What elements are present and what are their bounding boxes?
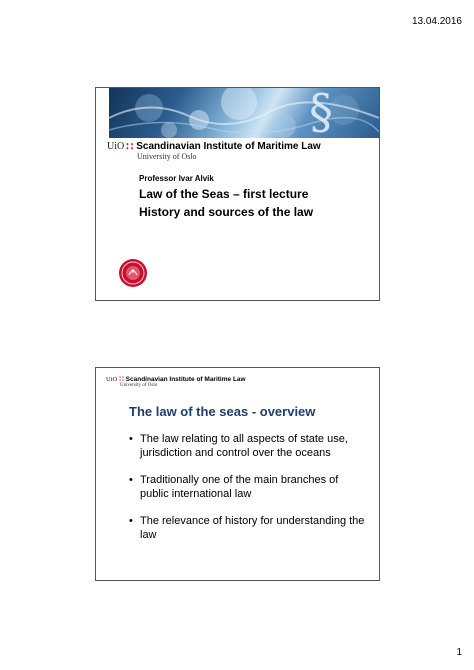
bullet-item: • Traditionally one of the main branches of public international law <box>129 473 369 501</box>
banner-image <box>109 88 379 138</box>
university-name: University of Oslo <box>120 383 158 388</box>
print-date: 13.04.2016 <box>411 16 462 27</box>
presenter-name: Professor Ivar Alvik <box>139 174 214 183</box>
bullet-item: • The relevance of history for understanding the law <box>129 514 369 542</box>
institute-name: Scandinavian Institute of Maritime Law <box>125 375 246 383</box>
uio-wordmark: UiO <box>106 375 118 383</box>
slide-title-line-1: Law of the Seas – first lecture <box>139 187 309 201</box>
slide-2 <box>95 367 380 581</box>
page-number: 1 <box>456 647 462 658</box>
university-name: University of Oslo <box>137 152 197 161</box>
section-sign-icon: § <box>309 88 333 138</box>
slide-heading: The law of the seas - overview <box>129 404 316 419</box>
university-seal-icon <box>118 258 148 293</box>
institute-logo <box>106 375 246 383</box>
slide-title-line-2: History and sources of the law <box>139 205 314 219</box>
bullet-item: • The law relating to all aspects of state use, jurisdiction and control over the oceans <box>129 432 369 460</box>
institute-name: Scandinavian Institute of Maritime Law <box>136 141 321 152</box>
slide-1 <box>95 87 380 301</box>
uio-logo-icon: ∷ <box>126 141 134 153</box>
bullet-list <box>129 432 369 555</box>
uio-wordmark: UiO <box>107 141 125 152</box>
uio-logo-icon: ∷ <box>119 376 124 383</box>
